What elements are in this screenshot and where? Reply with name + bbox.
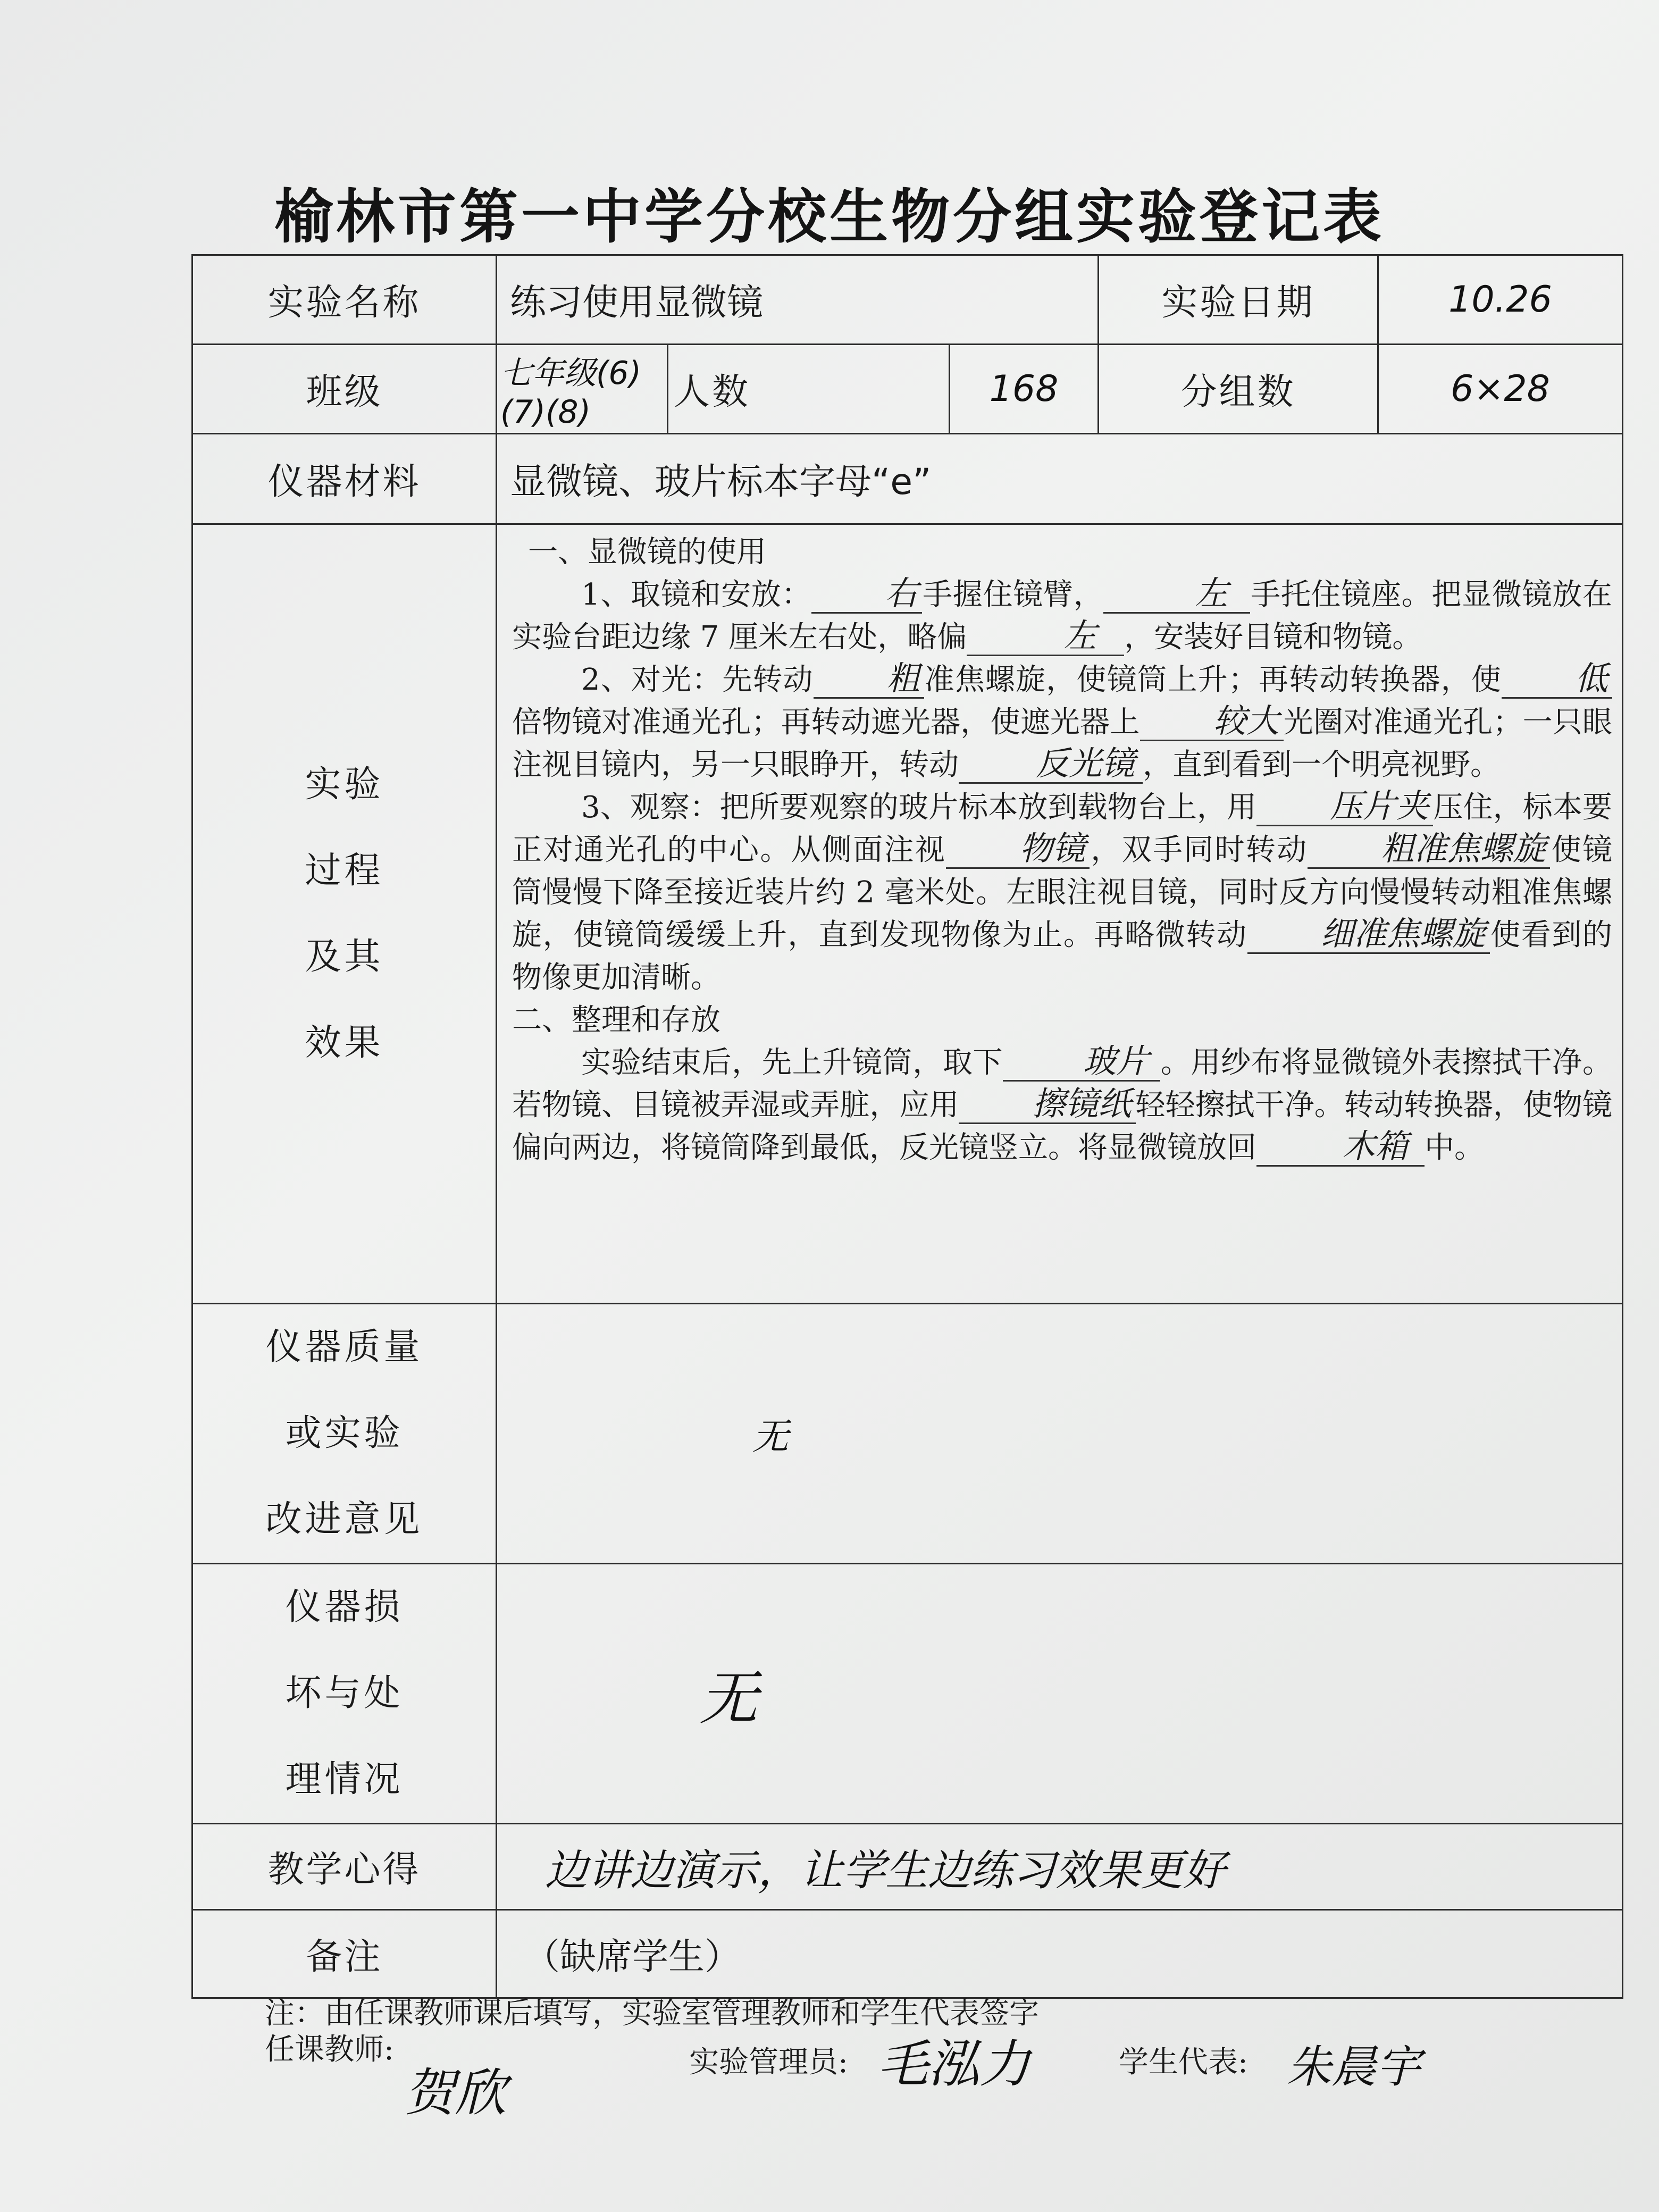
blank-coarse: 粗 [814, 660, 924, 699]
process-label-line-1: 实验 [305, 763, 384, 806]
insight-label: 教学心得 [192, 1824, 497, 1910]
blank-coarse-knob: 粗准焦螺旋 [1308, 830, 1550, 869]
experiment-date-value: 10.26 [1378, 255, 1623, 345]
teacher-signature: 贺欣 [404, 2063, 506, 2123]
groups-label: 分组数 [1099, 345, 1378, 434]
section-1-title: 一、显微镜的使用 [528, 535, 766, 569]
blank-offset-side: 左 [967, 617, 1124, 656]
damage-value: 无 [497, 1564, 1623, 1824]
class-value: 七年级(6)(7)(8) [497, 345, 668, 434]
blank-hand-base: 左 [1103, 575, 1250, 614]
experiment-name-value: 练习使用显微镜 [497, 255, 1099, 345]
damage-label-line-1: 仪器损 [285, 1586, 404, 1628]
step-3-paragraph: 3、观察：把所要观察的玻片标本放到载物台上，用 压片夹 压住，标本要正对通光孔的中心。从侧面注视 物镜 ，双手同时转动 粗准焦螺旋 使镜筒慢慢下降至接近装片约 2 毫米处。左眼注视目镜，同时反方向慢慢转动粗准焦螺旋，使镜筒缓缓上升，直到发现物像为止。再略微转动 细准焦螺旋 使看到的物像更加清晰。 [512, 786, 1613, 995]
step-1-paragraph: 1、取镜和安放： 右 手握住镜臂， 左 手托住镜座。把显微镜放在实验台距边缘 7 厘米左右处，略偏 左 ，安装好目镜和物镜。 [512, 574, 1613, 655]
quality-label [192, 1304, 497, 1564]
damage-label-line-2: 坏与处 [285, 1672, 404, 1714]
process-label-line-2: 过程 [305, 849, 384, 892]
process-label-line-4: 效果 [305, 1021, 384, 1064]
quality-label-line-1: 仪器质量 [265, 1326, 423, 1368]
row-insight [192, 1824, 1623, 1910]
step-2-paragraph: 2、对光：先转动 粗 准焦螺旋，使镜筒上升；再转动转换器，使 低倍物镜对准通光孔；再转动遮光器，使遮光器上 较大 光圈对准通光孔；一只眼注视目镜内，另一只眼睁开，转动 反光镜 ，直到看到一个明亮视野。 [512, 659, 1613, 783]
admin-signature: 毛泓力 [877, 2034, 1030, 2094]
blank-lens-paper: 擦镜纸 [959, 1085, 1135, 1124]
groups-value: 6×28 [1378, 345, 1623, 434]
blank-aperture: 较大 [1140, 702, 1284, 741]
materials-value: 显微镜、玻片标本字母“e” [497, 434, 1623, 524]
teacher-label: 任课教师: [265, 2032, 394, 2067]
row-experiment-name [192, 255, 1623, 345]
class-label: 班级 [192, 345, 497, 434]
admin-label: 实验管理员: [689, 2045, 848, 2080]
student-label: 学生代表: [1119, 2045, 1248, 2080]
blank-clips: 压片夹 [1256, 787, 1433, 826]
step-4-paragraph: 实验结束后，先上升镜筒，取下 玻片 。用纱布将显微镜外表擦拭干净。若物镜、目镜被弄湿或弄脏，应用 擦镜纸 轻轻擦拭干净。转动转换器，使物镜偏向两边，将镜筒降到最低，反光镜竖立。将显微镜放回 木箱 中。 [512, 1042, 1613, 1166]
row-quality [192, 1304, 1623, 1564]
blank-hand-arm: 右 [811, 575, 922, 614]
quality-value: 无 [497, 1304, 1623, 1564]
count-label: 人数 [668, 345, 950, 434]
process-content [497, 524, 1623, 1304]
experiment-date-label: 实验日期 [1099, 255, 1378, 345]
student-signature: 朱晨宇 [1287, 2041, 1421, 2093]
count-value: 168 [950, 345, 1099, 434]
blank-low-power: 低 [1502, 660, 1612, 699]
damage-label-line-3: 理情况 [285, 1758, 404, 1800]
insight-value: 边讲边演示，让学生边练习效果更好 [497, 1824, 1623, 1910]
experiment-form-table [191, 254, 1623, 1999]
remark-label: 备注 [192, 1910, 497, 1998]
quality-label-line-3: 改进意见 [265, 1498, 423, 1540]
process-label-line-3: 及其 [305, 935, 384, 978]
page-title: 榆林市第一中学分校生物分组实验登记表 [274, 183, 1385, 251]
remark-value: （缺席学生） [497, 1910, 1623, 1998]
blank-mirror: 反光镜 [959, 745, 1143, 784]
blank-objective: 物镜 [946, 830, 1090, 869]
footer-note: 注：由任课教师课后填写，实验室管理教师和学生代表签字 [265, 1996, 1039, 2031]
blank-box: 木箱 [1256, 1128, 1425, 1167]
process-label [192, 524, 497, 1304]
section-2-title: 二、整理和存放 [512, 1003, 720, 1037]
experiment-name-label: 实验名称 [192, 255, 497, 345]
row-process [192, 524, 1623, 1304]
row-damage [192, 1564, 1623, 1824]
blank-fine-knob: 细准焦螺旋 [1247, 915, 1490, 954]
damage-label [192, 1564, 497, 1824]
row-remark [192, 1910, 1623, 1998]
materials-label: 仪器材料 [192, 434, 497, 524]
row-materials [192, 434, 1623, 524]
quality-label-line-2: 或实验 [285, 1412, 404, 1454]
blank-slide: 玻片 [1003, 1043, 1160, 1082]
row-class [192, 345, 1623, 434]
